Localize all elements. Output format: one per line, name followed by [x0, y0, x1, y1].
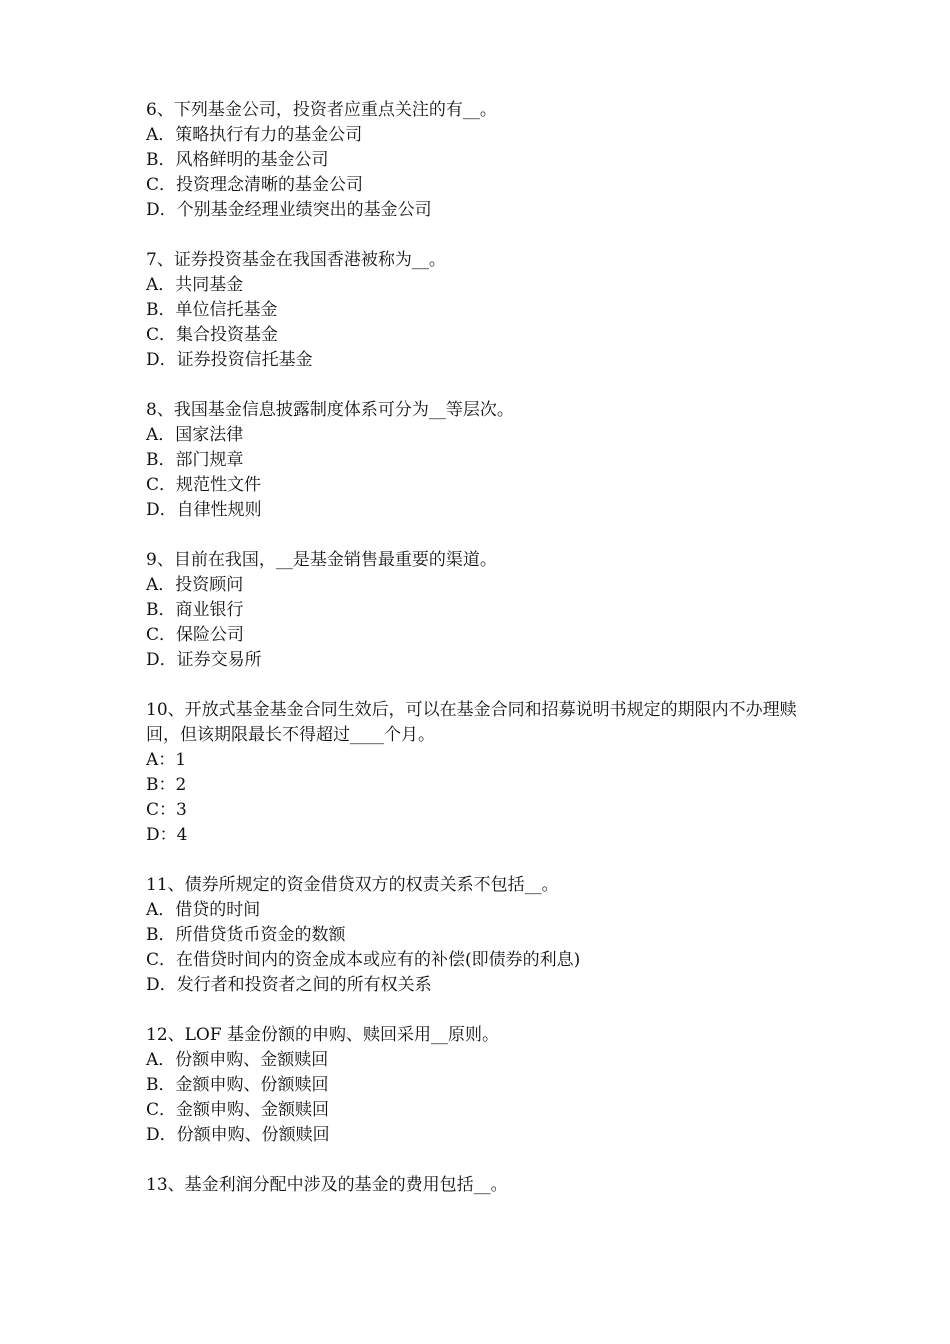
option-a: A．借贷的时间 [146, 900, 261, 920]
question-13 [146, 1173, 826, 1198]
option-d: D：4 [146, 825, 188, 845]
question-stem: 6、下列基金公司，投资者应重点关注的有__。 [146, 100, 497, 120]
option-a: A．策略执行有力的基金公司 [146, 125, 363, 145]
option-d: D．证券投资信托基金 [146, 350, 313, 370]
option-c: C．集合投资基金 [146, 325, 279, 345]
option-c: C．投资理念清晰的基金公司 [146, 175, 364, 195]
question-6 [146, 98, 826, 223]
option-b: B．金额申购、份额赎回 [146, 1075, 329, 1095]
question-10 [146, 698, 826, 848]
option-b: B：2 [146, 775, 187, 795]
question-stem: 12、LOF 基金份额的申购、赎回采用__原则。 [146, 1025, 500, 1045]
question-stem: 11、债券所规定的资金借贷双方的权责关系不包括__。 [146, 875, 559, 895]
option-c: C：3 [146, 800, 187, 820]
option-a: A：1 [146, 750, 187, 770]
option-d: D．个别基金经理业绩突出的基金公司 [146, 200, 432, 220]
option-d: D．份额申购、份额赎回 [146, 1125, 330, 1145]
option-b: B．单位信托基金 [146, 300, 278, 320]
option-d: D．自律性规则 [146, 500, 262, 520]
option-c: C．规范性文件 [146, 475, 262, 495]
option-c: C．在借贷时间内的资金成本或应有的补偿(即债券的利息) [146, 950, 581, 970]
question-stem: 7、证券投资基金在我国香港被称为__。 [146, 250, 446, 270]
question-12 [146, 1023, 826, 1148]
option-c: C．保险公司 [146, 625, 245, 645]
question-8 [146, 398, 826, 523]
option-a: A．份额申购、金额赎回 [146, 1050, 329, 1070]
question-list [146, 98, 826, 1223]
option-b: B．部门规章 [146, 450, 244, 470]
question-9 [146, 548, 826, 673]
option-d: D．发行者和投资者之间的所有权关系 [146, 975, 432, 995]
option-a: A．投资顾问 [146, 575, 244, 595]
question-11 [146, 873, 826, 998]
question-stem: 9、目前在我国，__是基金销售最重要的渠道。 [146, 550, 497, 570]
question-stem: 10、开放式基金基金合同生效后，可以在基金合同和招募说明书规定的期限内不办理赎回，但该期限最长不得超过____个月。 [146, 700, 797, 745]
option-b: B．商业银行 [146, 600, 244, 620]
question-stem: 8、我国基金信息披露制度体系可分为__等层次。 [146, 400, 514, 420]
option-d: D．证券交易所 [146, 650, 262, 670]
option-c: C．金额申购、金额赎回 [146, 1100, 330, 1120]
option-b: B．所借贷货币资金的数额 [146, 925, 346, 945]
option-b: B．风格鲜明的基金公司 [146, 150, 329, 170]
question-stem: 13、基金利润分配中涉及的基金的费用包括__。 [146, 1175, 508, 1195]
option-a: A．共同基金 [146, 275, 244, 295]
question-7 [146, 248, 826, 373]
option-a: A．国家法律 [146, 425, 244, 445]
